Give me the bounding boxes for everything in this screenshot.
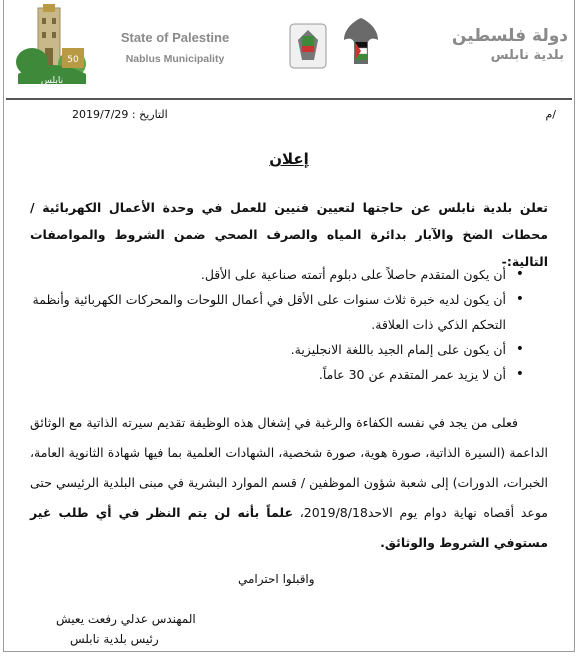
date-value: 2019/7/29 (72, 108, 129, 121)
intro-paragraph: تعلن بلدية نابلس عن حاجتها لتعيين فنيين للعمل في وحدة الأعمال الكهربائية / محطات الضخ والآبار بدائرة المياه والصرف الصحي ضمن الشروط والمواصفات التالية:- (30, 200, 548, 269)
english-state-name: State of Palestine (120, 30, 230, 45)
requirement-item: • أن يكون على إلمام الجيد باللغة الانجليزية. (30, 337, 526, 362)
logo-text: نابلس (40, 76, 64, 86)
date-label: التاريخ : (131, 108, 168, 121)
arabic-state-name: دولة فلسطين (451, 26, 568, 46)
palestine-emblem-icon (286, 20, 330, 72)
reference-label: م/ (545, 108, 556, 121)
closing-line: واقبلوا احترامي (238, 572, 315, 586)
requirement-item: • أن يكون لديه خبرة ثلاث سنوات على الأقل في أعمال اللوحات والمحركات الكهربائية وأنظمة التحكم الذكي ذات العلاقة. (30, 287, 526, 337)
english-header (110, 30, 240, 65)
signatory-position: رئيس بلدية نابلس (70, 632, 159, 646)
announcement-title: إعلان (269, 150, 309, 168)
requirement-item: • أن يكون المتقدم حاصلاً على دبلوم أتمته صناعية على الأقل. (30, 262, 526, 287)
requirement-item: • أن لا يزيد عمر المتقدم عن 30 عاماً. (30, 362, 526, 387)
arabic-municipality-name: بلدية نابلس (490, 48, 564, 63)
application-text: فعلى من يجد في نفسه الكفاءة والرغبة في إشغال هذه الوظيفة تقديم سيرته الذاتية مع الوثائق الداعمة (السيرة الذاتية، صورة هوية، صورة شخصية، الشهادات العلمية بما فيها شهادة الثانوية العامة، الخبرات، الدورات) إلى شعبة شؤون الموظفين / قسم الموارد البشرية في مبنى البلدية الرئيسي حتى موعد أقصاه نهاية دوام يوم الاحد2019/8/18، (30, 415, 548, 520)
header-divider (6, 98, 572, 100)
date-row (72, 108, 168, 121)
requirements-list (30, 262, 526, 387)
application-note: علماً بأنه لن يتم النظر في أي طلب غير مستوفي الشروط والوثائق. (30, 505, 548, 550)
svg-text:50: 50 (67, 55, 79, 65)
nablus-municipality-logo (14, 4, 90, 90)
signatory-name: المهندس عدلي رفعت يعيش (56, 612, 196, 626)
application-paragraph (30, 408, 548, 558)
arabic-header (418, 26, 568, 63)
english-municipality-name: Nablus Municipality (125, 53, 225, 65)
eagle-emblem-icon (338, 14, 384, 72)
